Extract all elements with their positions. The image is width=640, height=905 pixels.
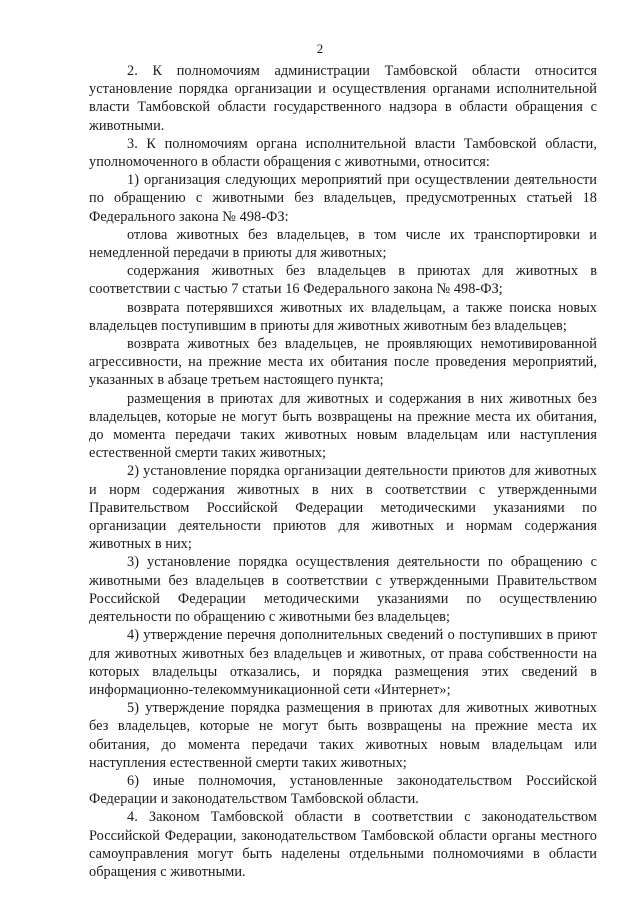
paragraph-item-1-return-owners: возврата потерявшихся животных их владельцам, а также поиска новых владельцев поступившим в приюты для животных животным без владельцев;: [89, 299, 597, 334]
paragraph-item-1-placement: размещения в приютах для животных и содержания в них животных без владельцев, которые не могут быть возвращены на прежние места их обитания, до момента передачи таких животных новым владельцам или наступления естественной смерти таких животных;: [89, 390, 597, 462]
document-body: [89, 62, 597, 881]
paragraph-item-3: 3) установление порядка осуществления деятельности по обращению с животными без владельцев в соответствии с утвержденными Правительством Российской Федерации методическими указаниями по осуществлению деятельности по обращению с животными без владельцев;: [89, 554, 597, 626]
paragraph-item-5: 5) утверждение порядка размещения в приютах для животных животных без владельцев, которые не могут быть возвращены на прежние места их обитания, до момента передачи таких животных новым владельцам или наступления естественной смерти таких животных;: [89, 700, 597, 771]
paragraph-clause-3: 3. К полномочиям органа исполнительной власти Тамбовской области, уполномоченного в области обращения с животными, относится:: [89, 135, 597, 171]
paragraph-clause-2: 2. К полномочиям администрации Тамбовской области относится установление порядка организации и осуществления органами исполнительной власти Тамбовской области государственного надзора в области обращения с животными.: [89, 63, 597, 134]
paragraph-item-1: 1) организация следующих мероприятий при осуществлении деятельности по обращению с животными без владельцев, предусмотренных статьей 18 Федерального закона № 498-ФЗ:: [89, 172, 597, 225]
paragraph-clause-4: 4. Законом Тамбовской области в соответствии с законодательством Российской Федерации, законодательством Тамбовской области органы местного самоуправления могут быть наделены отдельными полномочиями в области обращения с животными.: [89, 809, 597, 880]
paragraph-item-1-keeping: содержания животных без владельцев в приютах для животных в соответствии с частью 7 статьи 16 Федерального закона № 498-ФЗ;: [89, 263, 597, 298]
paragraph-item-6: 6) иные полномочия, установленные законодательством Российской Федерации и законодательством Тамбовской области.: [89, 772, 597, 808]
page-number: 2: [316, 41, 324, 56]
paragraph-item-1-capture: отлова животных без владельцев, в том числе их транспортировки и немедленной передачи в приюты для животных;: [89, 226, 597, 262]
paragraph-item-1-return-habitat: возврата животных без владельцев, не проявляющих немотивированной агрессивности, на прежние места их обитания после проведения мероприятий, указанных в абзаце третьем настоящего пункта;: [89, 336, 597, 389]
paragraph-item-4: 4) утверждение перечня дополнительных сведений о поступивших в приют для животных животных без владельцев и животных, от права собственности на которых владельцы отказались, и порядка размещения этих сведений в информационно-телекоммуникационной сети «Интернет»;: [89, 627, 597, 698]
paragraph-item-2: 2) установление порядка организации деятельности приютов для животных и норм содержания животных в них в соответствии с утвержденными Правительством Российской Федерации методическими указаниями по организации деятельности приютов для животных и нормам содержания животных в них;: [89, 463, 597, 553]
